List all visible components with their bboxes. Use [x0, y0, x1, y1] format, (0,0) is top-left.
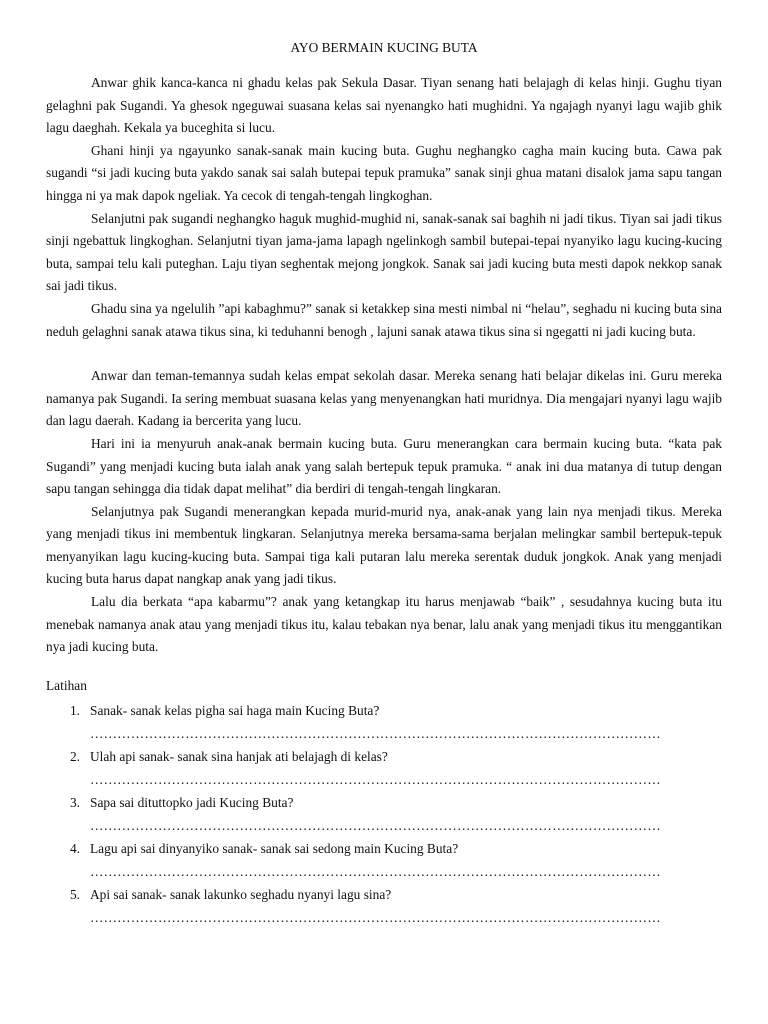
question-body: [90, 883, 722, 929]
answer-line[interactable]: ………………………………………………………………………………………………………………: [90, 725, 661, 741]
indonesian-paragraph-1: Anwar dan teman-temannya sudah kelas empat sekolah dasar. Mereka senang hati belajar dikelas ini. Guru mereka namanya pak Sugandi. Ia sering membuat suasana kelas yang menyenangkan hati muridnya. Dia mengajari nyanyi lagu wajib dan lagu daerah. Kadang ia bercerita yang lucu.: [46, 368, 722, 429]
indonesian-paragraph-2: Hari ini ia menyuruh anak-anak bermain kucing buta. Guru menerangkan cara bermain kucing buta. “kata pak Sugandi” yang menjadi kucing buta ialah anak yang salah bertepuk tepuk pramuka. “ anak ini dua matanya di tutup dengan sapu tangan sehingga dia tidak dapat melihat” dia berdiri di tengah-tengah lingkaran.: [46, 435, 722, 497]
question-number: 2.: [69, 748, 80, 764]
answer-line[interactable]: ………………………………………………………………………………………………………………: [90, 771, 661, 787]
question-number: 4.: [69, 840, 80, 856]
answer-line[interactable]: ………………………………………………………………………………………………………………: [90, 909, 661, 925]
answer-line[interactable]: ………………………………………………………………………………………………………………: [90, 863, 661, 879]
exercise-heading: Latihan: [46, 677, 87, 693]
indonesian-paragraph-4: Lalu dia berkata “apa kabarmu”? anak yang ketangkap itu harus menjawab “baik” , sesudahnya kucing buta itu menebak namanya anak atau yang menjadi tikus itu, kalau tebakan nya benar, lalu anak yang menjadi tikus itu menggantikan nya jadi kucing buta.: [46, 594, 722, 655]
lampung-paragraph-2: Ghani hinji ya ngayunko sanak-sanak main kucing buta. Gughu neghangko cagha main kucing buta. Cawa pak sugandi “si jadi kucing buta yakdo sanak sai salah butepai tepuk pramuka” sanak sinji ghua matani disalok jama sapu tangan hingga ni ya mak dapok ngeliak. Ya cecok di tengah-tengah lingkoghan.: [46, 142, 722, 203]
question-text: Lagu api sai dinyanyiko sanak- sanak sai sedong main Kucing Buta?: [90, 840, 459, 856]
lampung-paragraph-1: Anwar ghik kanca-kanca ni ghadu kelas pak Sekula Dasar. Tiyan senang hati belajagh di kelas hinji. Gughu tiyan gelaghni pak Sugandi. Ya ghesok ngeguwai suasana kelas sai nyenangko hati mughidni. Ya ngajagh nyanyi lagu wajib ghik lagu daeghah. Kekala ya buceghita si lucu.: [46, 75, 722, 136]
question-item: [46, 699, 722, 745]
question-item: [46, 745, 722, 791]
answer-line[interactable]: ………………………………………………………………………………………………………………: [90, 817, 661, 833]
question-list: [46, 699, 722, 929]
indonesian-paragraph-3: Selanjutnya pak Sugandi menerangkan kepada murid-murid nya, anak-anak yang lain nya menjadi tikus. Mereka yang menjadi tikus ini membentuk lingkaran. Selanjutnya mereka bersama-sama berjalan melingkar sambil bertepuk-tepuk menyanyikan lagu kucing-kucing buta. Sampai tiga kali putaran lalu mereka serentak duduk jongkok. Anak yang menjadi kucing buta harus dapat nangkap anak yang jadi tikus.: [46, 503, 722, 587]
question-number: 1.: [69, 702, 80, 718]
question-text: Sanak- sanak kelas pigha sai haga main Kucing Buta?: [90, 702, 380, 718]
lampung-paragraph-3: Selanjutni pak sugandi neghangko haguk mughid-mughid ni, sanak-sanak sai baghih ni jadi tikus. Tiyan sai jadi tikus sinji ngebattuk lingkoghan. Selanjutni tiyan jama-jama lapagh ngelinkogh sambil butepai-tepai nyanyiko lagu kucing-kucing buta, sampai telu kali puteghan. Laju tiyan seghentak mejong jongkok. Sanak sai jadi kucing buta mesti dapok nekkop sanak sai jadi tikus.: [46, 210, 722, 294]
indonesian-story-section: [46, 365, 722, 659]
question-item: [46, 791, 722, 837]
question-text: Api sai sanak- sanak lakunko seghadu nyanyi lagu sina?: [90, 886, 392, 902]
lampung-paragraph-4: Ghadu sina ya ngelulih ”api kabaghmu?” sanak si ketakkep sina mesti nimbal ni “helau”, seghadu ni kucing buta sina neduh gelaghni sanak atawa tikus sina, ki teduhanni benogh , lajuni sanak atawa tikus sina si ngegatti ni jadi kucing buta.: [46, 300, 722, 339]
question-body: [90, 699, 722, 745]
question-text: Sapa sai dituttopko jadi Kucing Buta?: [90, 794, 294, 810]
document-title: AYO BERMAIN KUCING BUTA: [290, 40, 478, 55]
question-body: [90, 791, 722, 837]
question-body: [90, 837, 722, 883]
question-body: [90, 745, 722, 791]
exercise-section: [46, 675, 722, 929]
question-number: 5.: [69, 886, 80, 902]
question-text: Ulah api sanak- sanak sina hanjak ati belajagh di kelas?: [90, 748, 388, 764]
question-item: [46, 883, 722, 929]
lampung-story-section: [46, 72, 722, 343]
question-number: 3.: [69, 794, 80, 810]
question-item: [46, 837, 722, 883]
